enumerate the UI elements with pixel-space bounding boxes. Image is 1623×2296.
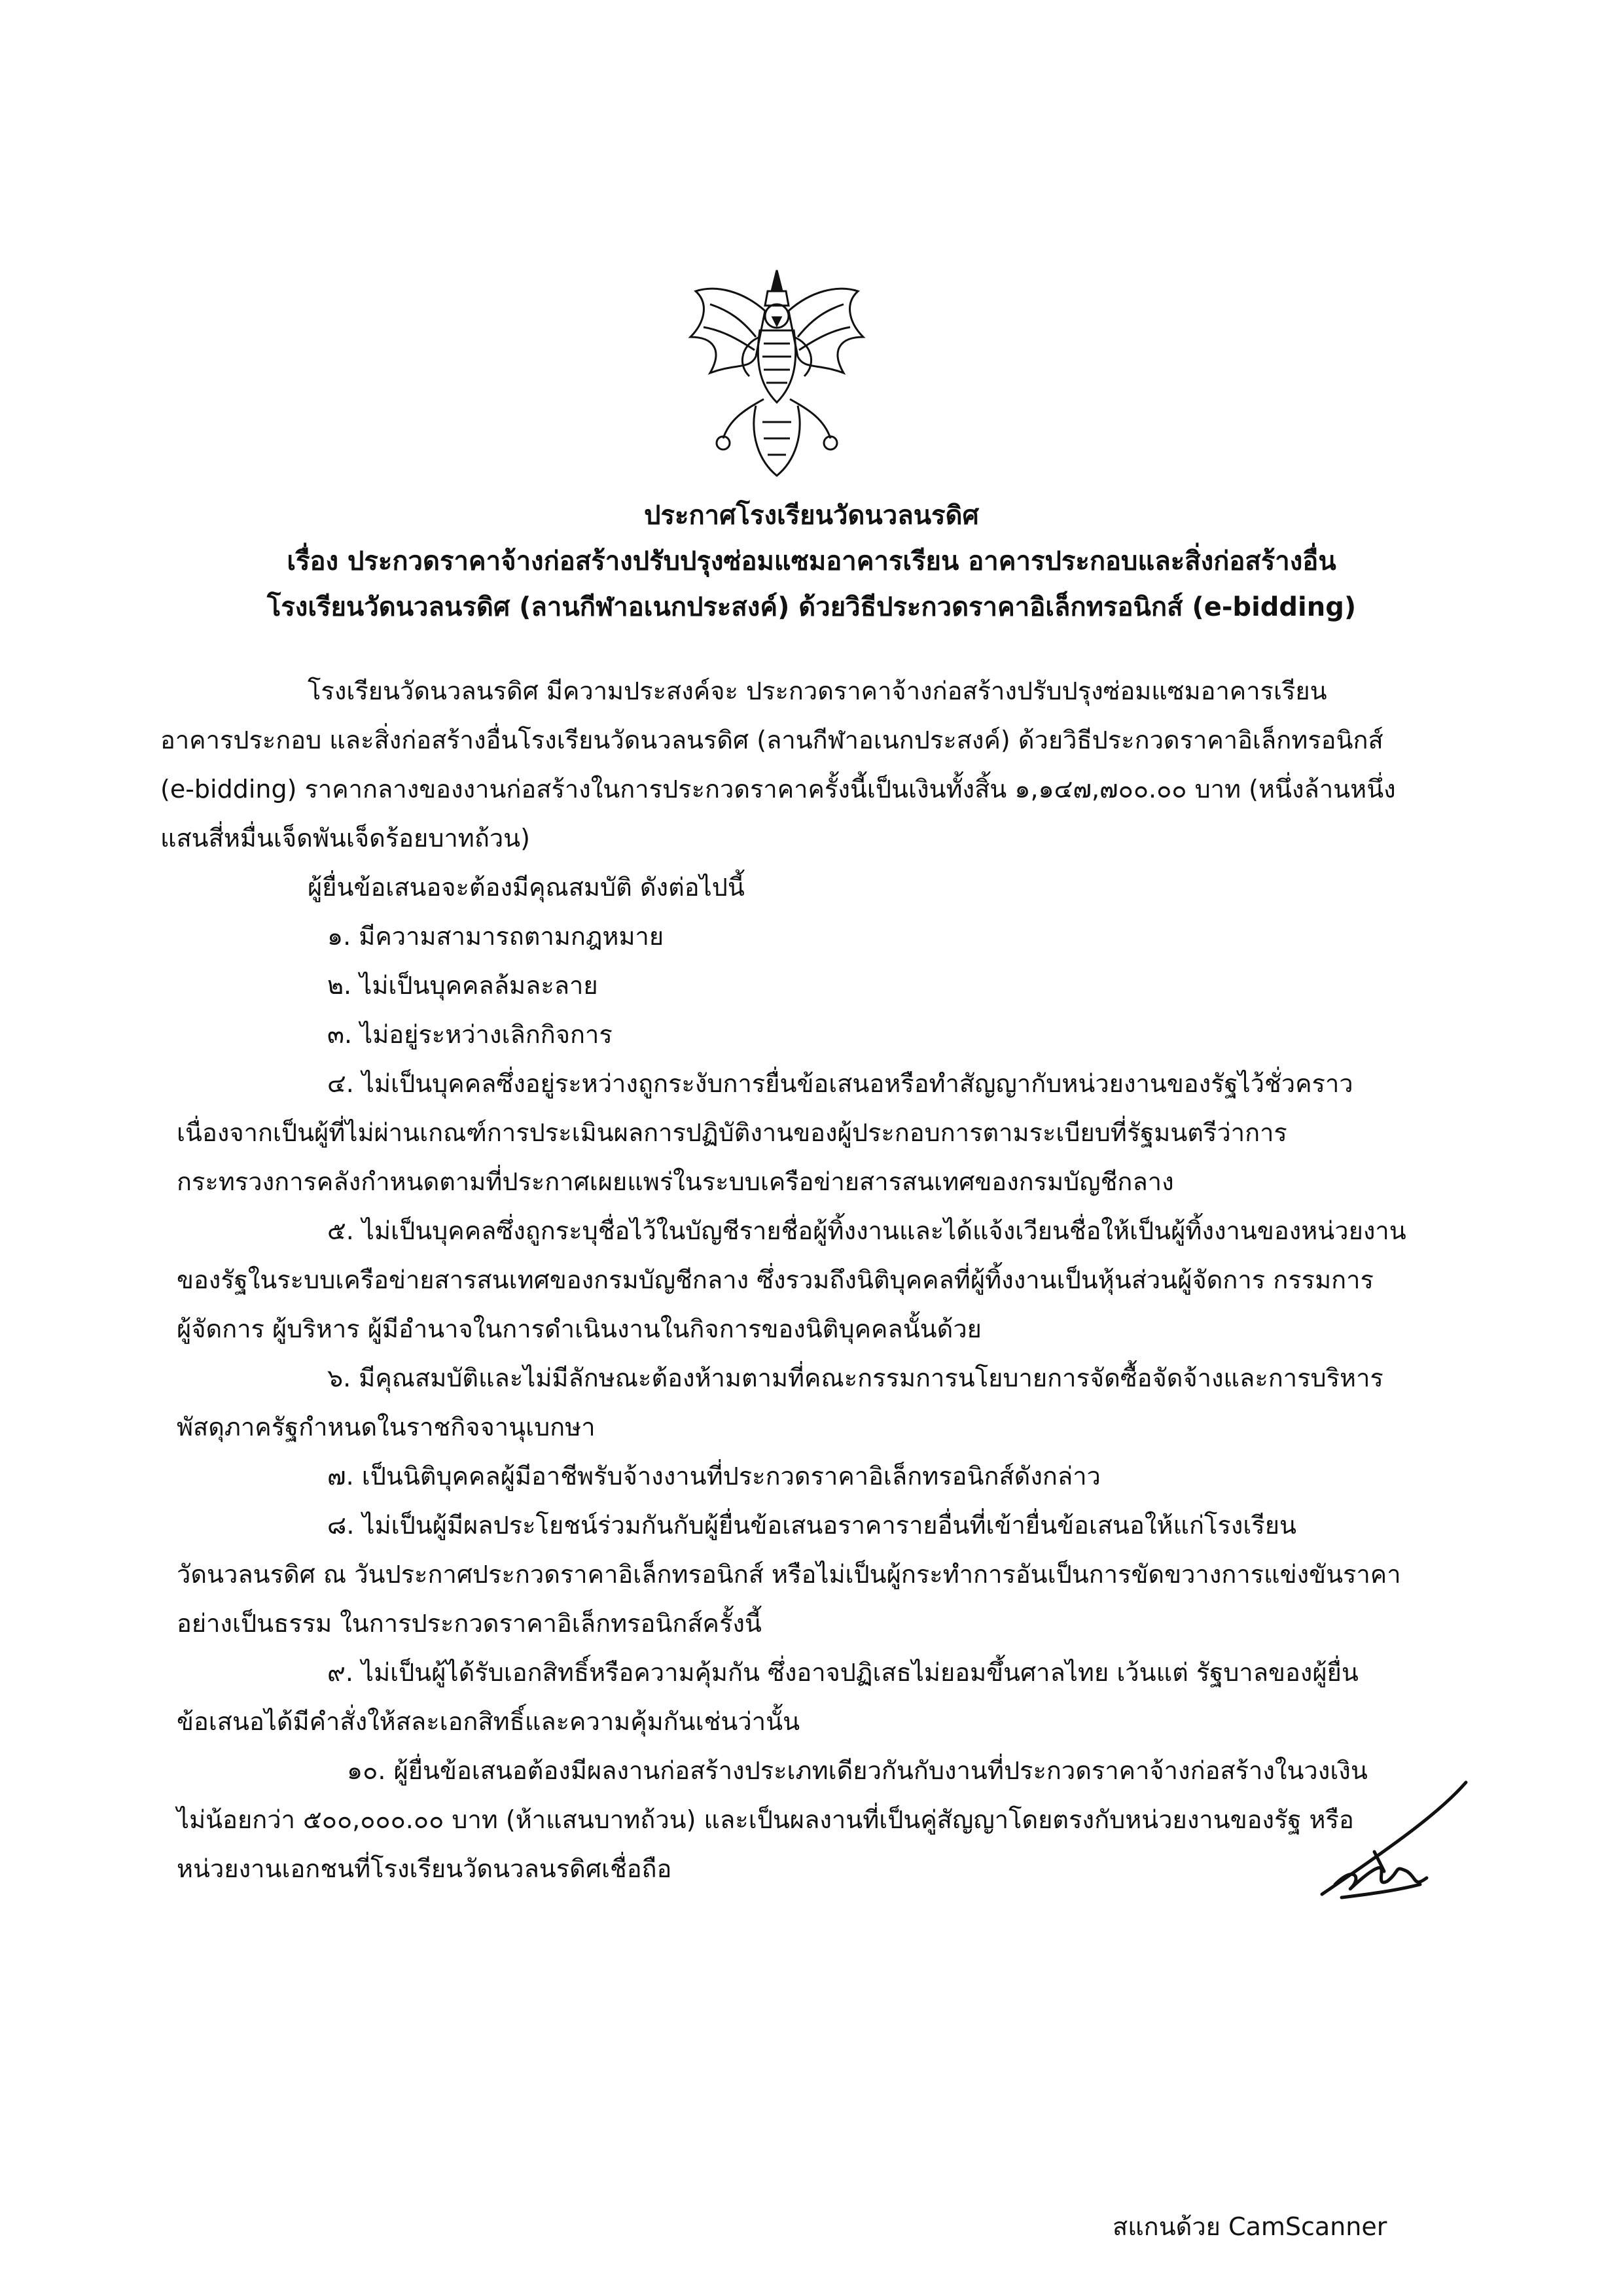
body-line: หน่วยงานเอกชนที่โรงเรียนวัดนวลนรดิศเชื่อถือ (177, 1854, 672, 1883)
announcement-subject: เรื่อง ประกวดราคาจ้างก่อสร้างปรับปรุงซ่อมแซมอาคารเรียน อาคารประกอบและสิ่งก่อสร้างอื่น (287, 546, 1336, 576)
body-line: อย่างเป็นธรรม ในการประกวดราคาอิเล็กทรอนิกส์ครั้งนี้ (177, 1609, 762, 1638)
body-line: กระทรวงการคลังกำหนดตามที่ประกาศเผยแพร่ในระบบเครือข่ายสารสนเทศของกรมบัญชีกลาง (177, 1167, 1174, 1196)
qualification-item: ๗. เป็นนิติบุคคลผู้มีอาชีพรับจ้างงานที่ประกวดราคาอิเล็กทรอนิกส์ดังกล่าว (327, 1462, 1101, 1491)
body-line: โรงเรียนวัดนวลนรดิศ มีความประสงค์จะ ประกวดราคาจ้างก่อสร้างปรับปรุงซ่อมแซมอาคารเรียน (308, 677, 1327, 705)
body-line: (e-bidding) ราคากลางของงานก่อสร้างในการประกวดราคาครั้งนี้เป็นเงินทั้งสิ้น ๑,๑๔๗,๗๐๐.๐๐ บาท (หนึ่งล้านหนึ่ง (160, 775, 1396, 804)
qualification-item: ๒. ไม่เป็นบุคคลล้มละลาย (327, 971, 598, 1000)
qualification-item: ๕. ไม่เป็นบุคคลซึ่งถูกระบุชื่อไว้ในบัญชีรายชื่อผู้ทิ้งงานและได้แจ้งเวียนชื่อให้เป็นผู้ทิ้งงานของหน่วยงาน (327, 1216, 1406, 1245)
announcement-title: ประกาศโรงเรียนวัดนวลนรดิศ (644, 501, 979, 531)
announcement-subject-continued: โรงเรียนวัดนวลนรดิศ (ลานกีฬาอเนกประสงค์) ด้วยวิธีประกวดราคาอิเล็กทรอนิกส์ (e-bidding) (266, 592, 1357, 622)
garuda-emblem-icon (684, 265, 870, 481)
qualification-item: ๖. มีคุณสมบัติและไม่มีลักษณะต้องห้ามตามที่คณะกรรมการนโยบายการจัดซื้อจัดจ้างและการบริหาร (327, 1364, 1383, 1392)
qualifications-intro: ผู้ยื่นข้อเสนอจะต้องมีคุณสมบัติ ดังต่อไปนี้ (308, 873, 745, 902)
body-line: เนื่องจากเป็นผู้ที่ไม่ผ่านเกณฑ์การประเมินผลการปฏิบัติงานของผู้ประกอบการตามระเบียบที่รัฐมนตรีว่าการ (177, 1118, 1287, 1147)
body-line: แสนสี่หมื่นเจ็ดพันเจ็ดร้อยบาทถ้วน) (160, 824, 530, 853)
qualification-item: ๙. ไม่เป็นผู้ได้รับเอกสิทธิ์หรือความคุ้มกัน ซึ่งอาจปฏิเสธไม่ยอมขึ้นศาลไทย เว้นแต่ รัฐบาลของผู้ยื่น (327, 1658, 1359, 1687)
handwritten-signature (1315, 1773, 1486, 1904)
qualification-item: ๘. ไม่เป็นผู้มีผลประโยชน์ร่วมกันกับผู้ยื่นข้อเสนอราคารายอื่นที่เข้ายื่นข้อเสนอให้แก่โรงเรียน (327, 1511, 1296, 1540)
body-line: ข้อเสนอได้มีคำสั่งให้สละเอกสิทธิ์และความคุ้มกันเช่นว่านั้น (177, 1707, 800, 1736)
body-line: ของรัฐในระบบเครือข่ายสารสนเทศของกรมบัญชีกลาง ซึ่งรวมถึงนิติบุคคลที่ผู้ทิ้งงานเป็นหุ้นส่วนผู้จัดการ กรรมการ (177, 1265, 1374, 1294)
body-line: ผู้จัดการ ผู้บริหาร ผู้มีอำนาจในการดำเนินงานในกิจการของนิติบุคคลนั้นด้วย (177, 1315, 982, 1343)
body-line: วัดนวลนรดิศ ณ วันประกาศประกวดราคาอิเล็กทรอนิกส์ หรือไม่เป็นผู้กระทำการอันเป็นการขัดขวางการแข่งขันราคา (177, 1560, 1401, 1589)
qualification-item: ๑๐. ผู้ยื่นข้อเสนอต้องมีผลงานก่อสร้างประเภทเดียวกันกับงานที่ประกวดราคาจ้างก่อสร้างในวงเงิน (347, 1756, 1368, 1785)
qualification-item: ๔. ไม่เป็นบุคคลซึ่งอยู่ระหว่างถูกระงับการยื่นข้อเสนอหรือทำสัญญากับหน่วยงานของรัฐไว้ชั่วคราว (327, 1069, 1353, 1098)
qualification-item: ๑. มีความสามารถตามกฎหมาย (327, 922, 664, 951)
scanner-watermark: สแกนด้วย CamScanner (1113, 2212, 1387, 2241)
body-line: อาคารประกอบ และสิ่งก่อสร้างอื่นโรงเรียนวัดนวลนรดิศ (ลานกีฬาอเนกประสงค์) ด้วยวิธีประกวดราคาอิเล็กทรอนิกส์ (160, 726, 1383, 754)
body-line: พัสดุภาครัฐกำหนดในราชกิจจานุเบกษา (177, 1413, 596, 1441)
body-line: ไม่น้อยกว่า ๕๐๐,๐๐๐.๐๐ บาท (ห้าแสนบาทถ้วน) และเป็นผลงานที่เป็นคู่สัญญาโดยตรงกับหน่วยงานของรัฐ หรือ (177, 1805, 1354, 1834)
qualification-item: ๓. ไม่อยู่ระหว่างเลิกกิจการ (327, 1020, 613, 1049)
